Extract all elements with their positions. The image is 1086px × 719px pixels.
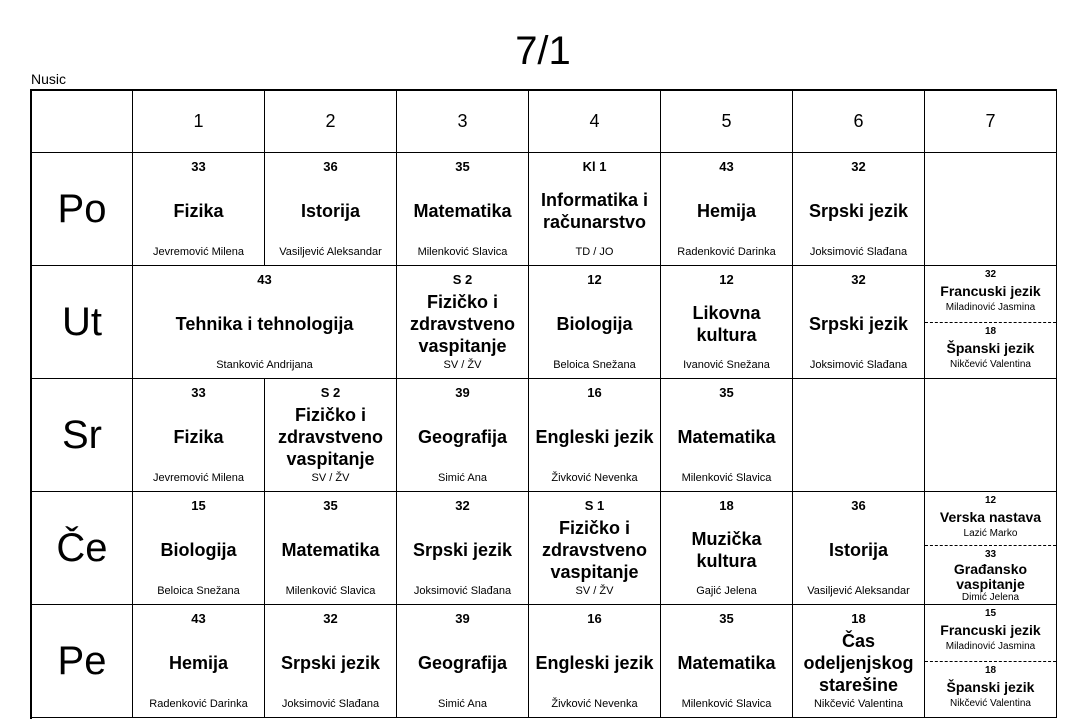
teacher-name: Radenković Darinka [677, 246, 776, 258]
subject-name: Španski jezik [946, 678, 1035, 695]
teacher-name: Milenković Slavica [681, 472, 772, 484]
subject-name: Matematika [677, 653, 776, 673]
teacher-name: Lazić Marko [963, 528, 1018, 539]
room-number: 43 [257, 272, 272, 287]
teacher-name: Gajić Jelena [696, 585, 757, 597]
subject-name: Geografija [417, 427, 508, 447]
lesson-cell[interactable] [133, 153, 265, 266]
subject-name: Istorija [300, 201, 361, 221]
teacher-name: Beloica Snežana [553, 359, 636, 371]
room-number: 35 [719, 611, 734, 626]
subject-name: Matematika [677, 427, 776, 447]
lesson-cell[interactable] [529, 492, 661, 605]
subject-name: Muzička kultura [691, 529, 762, 571]
lesson-cell[interactable] [397, 605, 529, 718]
room-number: 33 [191, 159, 206, 174]
teacher-name: Milenković Slavica [681, 698, 772, 710]
period-header: 6 [793, 91, 925, 153]
subject-name: Fizika [173, 201, 224, 221]
subject-name [927, 399, 1054, 475]
lesson-cell[interactable] [265, 605, 397, 718]
lesson-cell[interactable] [793, 605, 925, 718]
room-number: 39 [455, 385, 470, 400]
lesson-cell[interactable] [661, 153, 793, 266]
lesson-cell[interactable] [661, 266, 793, 379]
teacher-name: Živković Nevenka [551, 472, 638, 484]
lesson-cell[interactable] [661, 379, 793, 492]
room-number: 33 [984, 549, 997, 560]
teacher-name: Joksimović Slađana [281, 698, 380, 710]
group-lesson[interactable] [925, 492, 1056, 546]
lesson-cell[interactable] [793, 266, 925, 379]
room-number: S 2 [452, 272, 473, 287]
teacher-name: Milenković Slavica [285, 585, 376, 597]
room-number: 35 [323, 498, 338, 513]
subject-name: Fizika [173, 427, 224, 447]
room-number: 12 [719, 272, 734, 287]
group-lesson[interactable] [925, 605, 1056, 662]
empty-slot [925, 379, 1057, 492]
subject-name: Srpski jezik [808, 201, 909, 221]
class-title: 7/1 [515, 29, 571, 73]
room-number: S 1 [584, 498, 605, 513]
teacher-name: Joksimović Slađana [413, 585, 512, 597]
room-number: 43 [191, 611, 206, 626]
corner-cell [32, 91, 133, 153]
room-number: 16 [587, 385, 602, 400]
lesson-cell[interactable] [661, 605, 793, 718]
lesson-cell[interactable] [133, 379, 265, 492]
lesson-cell[interactable] [397, 153, 529, 266]
room-number: 15 [984, 608, 997, 619]
room-number: 33 [191, 385, 206, 400]
subject-name: Fizičko i zdravstveno vaspitanje [409, 292, 516, 356]
teacher-name: Ivanović Snežana [683, 359, 770, 371]
subject-name: Matematika [413, 201, 512, 221]
teacher-name: Miladinović Jasmina [945, 302, 1036, 313]
period-header: 5 [661, 91, 793, 153]
split-lesson-cell[interactable] [925, 266, 1057, 379]
lesson-cell[interactable] [397, 266, 529, 379]
empty-slot [793, 379, 925, 492]
subject-name: Engleski jezik [535, 653, 654, 673]
subject-name: Fizičko i zdravstveno vaspitanje [277, 405, 384, 469]
subject-name: Fizičko i zdravstveno vaspitanje [541, 518, 648, 582]
lesson-cell[interactable] [793, 492, 925, 605]
subject-name: Francuski jezik [940, 283, 1041, 299]
subject-name: Srpski jezik [280, 653, 381, 673]
room-number: 32 [851, 272, 866, 287]
room-number: 12 [984, 495, 997, 506]
subject-name: Građansko vaspitanje [953, 561, 1028, 592]
lesson-cell[interactable] [793, 153, 925, 266]
group-lesson[interactable] [925, 266, 1056, 323]
subject-name: Hemija [696, 201, 757, 221]
subject-name: Biologija [160, 540, 237, 560]
room-number: 32 [455, 498, 470, 513]
period-header: 2 [265, 91, 397, 153]
period-header: 4 [529, 91, 661, 153]
teacher-name: Joksimović Slađana [809, 246, 908, 258]
room-number: 32 [984, 269, 997, 280]
subject-name: Verska nastava [939, 509, 1042, 525]
day-header: Če [32, 492, 133, 605]
room-number: Kl 1 [582, 159, 607, 174]
lesson-cell[interactable] [133, 266, 397, 379]
group-lesson[interactable] [925, 662, 1056, 718]
teacher-name: Nikčević Valentina [950, 358, 1031, 370]
room-number: 32 [323, 611, 338, 626]
teacher-name: Jevremović Milena [152, 472, 245, 484]
room-number: 32 [851, 159, 866, 174]
group-lesson[interactable] [925, 546, 1056, 604]
lesson-cell[interactable] [397, 492, 529, 605]
lesson-cell[interactable] [265, 492, 397, 605]
room-number: 15 [191, 498, 206, 513]
day-header: Sr [32, 379, 133, 492]
teacher-name: Živković Nevenka [551, 698, 638, 710]
teacher-name: Milenković Slavica [417, 246, 508, 258]
subject-name: Biologija [556, 314, 633, 334]
lesson-cell[interactable] [265, 153, 397, 266]
split-lesson-cell[interactable] [925, 605, 1057, 718]
teacher-name: SV / ŽV [443, 359, 482, 371]
room-number: 43 [719, 159, 734, 174]
lesson-cell[interactable] [529, 605, 661, 718]
room-number: 39 [455, 611, 470, 626]
period-header: 1 [133, 91, 265, 153]
subject-name: Informatika i računarstvo [540, 190, 649, 232]
subject-name: Likovna kultura [692, 303, 761, 345]
teacher-name: Vasiljević Aleksandar [807, 585, 910, 597]
teacher-name: Miladinović Jasmina [945, 641, 1036, 652]
room-number: 36 [851, 498, 866, 513]
subject-name: Francuski jezik [940, 622, 1041, 638]
room-number: 12 [587, 272, 602, 287]
room-number: 18 [719, 498, 734, 513]
group-lesson[interactable] [925, 323, 1056, 379]
lesson-cell[interactable] [529, 153, 661, 266]
teacher-name: Beloica Snežana [157, 585, 240, 597]
lesson-cell[interactable] [133, 605, 265, 718]
teacher-name: TD / JO [575, 246, 614, 258]
empty-slot [925, 153, 1057, 266]
period-header: 7 [925, 91, 1057, 153]
split-lesson-cell[interactable] [925, 492, 1057, 605]
room-number: S 2 [320, 385, 341, 400]
school-name: Nusic [31, 71, 67, 87]
lesson-cell[interactable] [397, 379, 529, 492]
subject-name: Srpski jezik [808, 314, 909, 334]
lesson-cell[interactable] [133, 492, 265, 605]
lesson-cell[interactable] [529, 266, 661, 379]
teacher-name: Dimić Jelena [961, 592, 1020, 603]
day-header: Pe [32, 605, 133, 718]
teacher-name: Simić Ana [438, 472, 487, 484]
period-header: 3 [397, 91, 529, 153]
room-number: 16 [587, 611, 602, 626]
teacher-name: Vasiljević Aleksandar [279, 246, 382, 258]
subject-name: Tehnika i tehnologija [175, 314, 354, 334]
teacher-name: Stanković Andrijana [216, 359, 313, 371]
subject-name: Geografija [417, 653, 508, 673]
teacher-name: Jevremović Milena [152, 246, 245, 258]
room-number: 18 [984, 325, 997, 337]
subject-name: Engleski jezik [535, 427, 654, 447]
subject-name: Čas odeljenjskog starešine [803, 631, 914, 695]
teacher-name: Nikčević Valentina [813, 698, 904, 710]
room-number: 35 [455, 159, 470, 174]
room-number: 18 [851, 611, 866, 626]
timetable-grid [30, 89, 1057, 719]
teacher-name: Radenković Darinka [149, 698, 248, 710]
room-number: 35 [719, 385, 734, 400]
room-number: 36 [323, 159, 338, 174]
room-number: 18 [984, 664, 997, 676]
subject-name: Španski jezik [946, 339, 1035, 356]
subject-name: Hemija [168, 653, 229, 673]
teacher-name: SV / ŽV [575, 585, 614, 597]
subject-name: Matematika [281, 540, 380, 560]
lesson-cell[interactable] [265, 379, 397, 492]
subject-name: Srpski jezik [412, 540, 513, 560]
subject-name [927, 173, 1054, 249]
day-header: Ut [32, 266, 133, 379]
teacher-name: Nikčević Valentina [950, 697, 1031, 709]
teacher-name: Joksimović Slađana [809, 359, 908, 371]
day-header: Po [32, 153, 133, 266]
teacher-name: Simić Ana [438, 698, 487, 710]
teacher-name: SV / ŽV [311, 472, 350, 484]
subject-name [795, 399, 922, 475]
lesson-cell[interactable] [661, 492, 793, 605]
subject-name: Istorija [828, 540, 889, 560]
lesson-cell[interactable] [529, 379, 661, 492]
